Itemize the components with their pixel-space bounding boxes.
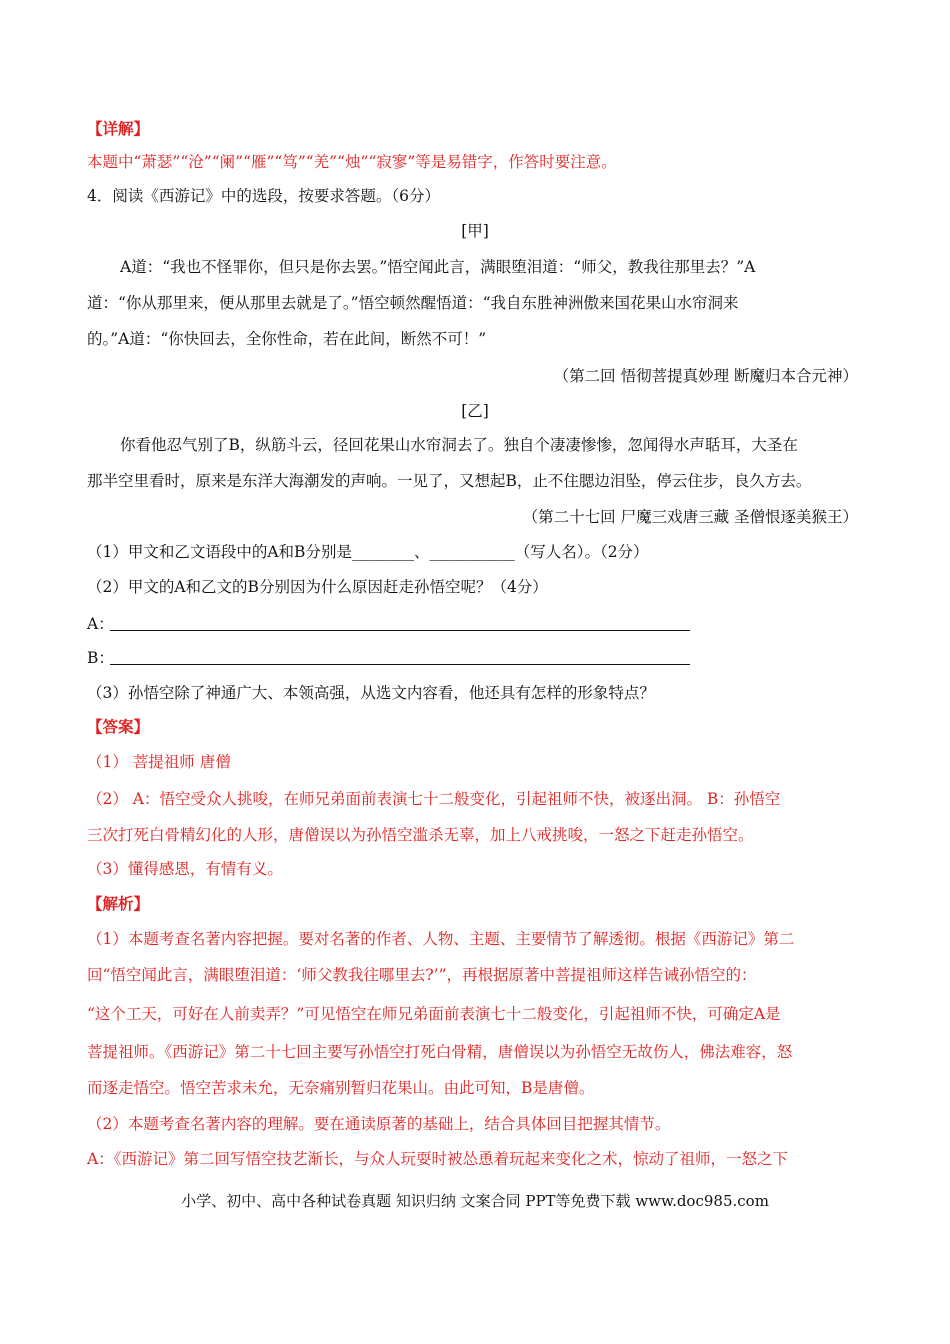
jia-source: （第二回 悟彻菩提真妙理 断魔归本合元神） (553, 367, 858, 385)
analysis-line-7: A：《西游记》第二回写悟空技艺渐长，与众人玩耍时被怂恿着玩起来变化之术，惊动了祖师，一怒之下 (87, 1150, 788, 1168)
jia-line-2: 道：“你从那里来，便从那里去就是了。”悟空顿然醒悟道：“我自东胜神洲傲来国花果山水帘洞来 (87, 294, 739, 312)
analysis-line-5: 而逐走悟空。悟空苦求未允，无奈痛别暂归花果山。由此可知，B是唐僧。 (87, 1079, 595, 1097)
yi-line-2: 那半空里看时，原来是东洋大海潮发的声响。一见了，又想起B，止不住腮边泪坠，停云住步，良久方去。 (87, 472, 812, 490)
question-4-title: 4．阅读《西游记》中的选段，按要求答题。（6分） (87, 187, 440, 205)
sub-question-2: （2）甲文的A和乙文的B分别因为什么原因赶走孙悟空呢？（4分） (87, 578, 548, 596)
analysis-line-2: 回“悟空闻此言，满眼堕泪道：‘师父教我往哪里去?’”，再根据原著中菩提祖师这样告诫孙悟空的： (87, 966, 757, 984)
yi-line-1: 你看他忍气别了B，纵筋斗云，径回花果山水帘洞去了。独自个凄凄惨惨，忽闻得水声聒耳，大圣在 (120, 436, 798, 454)
yi-source: （第二十七回 尸魔三戏唐三藏 圣僧恨逐美猴王） (522, 508, 858, 526)
answer-b-blank[interactable] (110, 664, 690, 665)
analysis-line-1: （1）本题考查名著内容把握。要对名著的作者、人物、主题、主要情节了解透彻。根据《西游记》第二 (87, 930, 795, 948)
analysis-line-4: 菩提祖师。《西游记》第二十七回主要写孙悟空打死白骨精，唐僧误以为孙悟空无故伤人，佛法难容，怒 (87, 1043, 793, 1061)
answer-3: （3）懂得感恩，有情有义。 (87, 860, 283, 878)
analysis-heading: 【解析】 (87, 894, 150, 913)
answer-2-line-2: 三次打死白骨精幻化的人形，唐僧误以为孙悟空滥杀无辜，加上八戒挑唆，一怒之下赶走孙悟空。 (87, 826, 754, 844)
analysis-line-3: “这个工天，可好在人前卖弄？”可见悟空在师兄弟面前表演七十二般变化，引起祖师不快，可确定A是 (87, 1005, 781, 1023)
page-footer: 小学、初中、高中各种试卷真题 知识归纳 文案合同 PPT等免费下载 www.doc985.com (181, 1192, 769, 1210)
analysis-line-6: （2）本题考查名著内容的理解。要在通读原著的基础上，结合具体回目把握其情节。 (87, 1115, 671, 1133)
answer-2-line-1: （2） A：悟空受众人挑唆，在师兄弟面前表演七十二般变化，引起祖师不快，被逐出洞。 B：孙悟空 (87, 790, 781, 808)
jia-label: [甲] (461, 222, 489, 240)
xiangjie-heading: 【详解】 (87, 119, 150, 138)
answer-a-label: A： (87, 615, 114, 633)
sub-question-1: （1）甲文和乙文语段中的A和B分别是________、___________（写人名）。（2分） (87, 543, 649, 561)
answer-1: （1） 菩提祖师 唐僧 (87, 753, 231, 771)
jia-line-1: A道：“我也不怪罪你，但只是你去罢。”悟空闻此言，满眼堕泪道：“师父，教我往那里去？”A (120, 258, 756, 276)
sub-question-3: （3）孙悟空除了神通广大、本领高强，从选文内容看，他还具有怎样的形象特点？ (87, 684, 655, 702)
answer-heading: 【答案】 (87, 717, 150, 736)
answer-a-blank[interactable] (110, 630, 690, 631)
xiangjie-text: 本题中“萧瑟”“沧”“阑”“雁”“笃”“羌”“烛”“寂寥”等是易错字，作答时要注意。 (87, 153, 617, 171)
answer-b-label: B： (87, 649, 114, 667)
yi-label: [乙] (461, 402, 489, 420)
jia-line-3: 的。”A道：“你快回去，全你性命，若在此间，断然不可！” (87, 330, 487, 348)
